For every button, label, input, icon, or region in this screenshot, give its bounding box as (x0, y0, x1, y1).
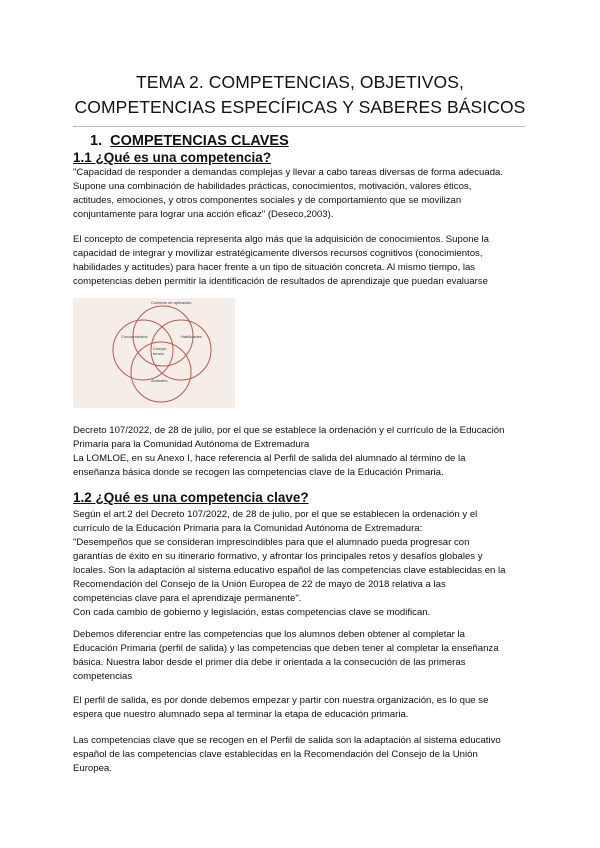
title-divider (73, 126, 525, 127)
exit-profile-paragraph (73, 694, 527, 722)
text-line: Las competencias clave que se recogen en el Perfil de salida son la adaptación al sistema educativo (73, 735, 501, 746)
text-line: competencias clave para el aprendizaje permanente". (73, 593, 302, 604)
text-line: "Desempeños que se consideran imprescindibles para que el alumnado pueda progresar con (73, 537, 470, 548)
text-line: habilidades y actitudes) para hacer frente a un tipo de situación concreta. Al mismo tiempo, las (73, 262, 476, 273)
title-line-1: TEMA 2. COMPETENCIAS, OBJETIVOS, (136, 72, 464, 92)
text-line: conjuntamente para lograr una acción eficaz" (Deseco,2003). (73, 209, 334, 220)
text-line: Recomendación del Consejo de la Unión Europea de 22 de mayo de 2018 relativa a las (73, 579, 446, 590)
subsection-1-1-heading: 1.1 ¿Qué es una competencia? (73, 150, 272, 165)
text-line: Supone una combinación de habilidades prácticas, conocimientos, motivación, valores éticos, (73, 181, 472, 192)
text-line: actitudes, emociones, y otros componentes sociales y de comportamiento que se movilizan (73, 195, 462, 206)
adaptation-paragraph (73, 734, 527, 776)
venn-center-line-1: Compe- (153, 346, 168, 351)
venn-label-left: Conocimientos (121, 334, 148, 339)
text-line: competencias (73, 671, 133, 682)
text-line: Primaria para la Comunidad Autónoma de Extremadura (73, 439, 310, 450)
subsection-1-2-heading: 1.2 ¿Qué es una competencia clave? (73, 490, 309, 505)
concept-paragraph (73, 233, 527, 289)
text-line: Decreto 107/2022, de 28 de julio, por el que se establece la ordenación y el currículo de la Educación (73, 425, 505, 436)
venn-label-right: Habilidades (181, 334, 202, 339)
text-line: locales. Son la adaptación al sistema educativo español de las competencias clave establecidas en la (73, 565, 506, 576)
key-competence-paragraph (73, 508, 527, 620)
venn-label-top: Contexto de aplicación (151, 300, 192, 305)
text-line: Europea. (73, 763, 112, 774)
section-1-heading (90, 133, 289, 149)
text-line: espera que nuestro alumnado sepa al terminar la etapa de educación primaria. (73, 709, 409, 720)
competence-venn-diagram (73, 298, 235, 408)
text-line: garantías de éxito en su itinerario formativo, y afrontar los principales retos y desafíos globales y (73, 551, 483, 562)
section-1-number: 1. (90, 133, 103, 149)
differentiate-paragraph (73, 628, 527, 684)
document-title (60, 70, 540, 120)
text-line: Según el art.2 del Decreto 107/2022, de 28 de julio, por el que se establecen la ordenación y el (73, 509, 478, 520)
text-line: El perfil de salida, es por donde debemos empezar y partir con nuestra organización, es lo que se (73, 695, 489, 706)
text-line: Con cada cambio de gobierno y legislación, estas competencias clave se modifican. (73, 607, 431, 618)
text-line: Debemos diferenciar entre las competencias que los alumnos deben obtener al completar la (73, 629, 465, 640)
section-1-title: COMPETENCIAS CLAVES (110, 133, 289, 149)
venn-center-line-2: tencia (153, 351, 164, 356)
text-line: "Capacidad de responder a demandas complejas y llevar a cabo tareas diversas de forma adecuada. (73, 167, 504, 178)
text-line: El concepto de competencia representa algo más que la adquisición de conocimientos. Supone la (73, 234, 489, 245)
text-line: enseñanza básica donde se recogen las competencias clave de la Educación Primaria. (73, 467, 444, 478)
definition-quote-paragraph (73, 166, 527, 222)
text-line: español de las competencias clave establecidas en la Recomendación del Consejo de la Unión (73, 749, 478, 760)
title-line-2: COMPETENCIAS ESPECÍFICAS Y SABERES BÁSICOS (74, 97, 526, 117)
decree-paragraph (73, 424, 527, 480)
text-line: básica. Nuestra labor desde el primer día debe ir orientada a la consecución de las primeras (73, 657, 466, 668)
text-line: La LOMLOE, en su Anexo I, hace referencia al Perfil de salida del alumnado al término de la (73, 453, 466, 464)
venn-label-bottom: Actitudes (151, 378, 168, 383)
text-line: competencias deben permitir la identificación de resultados de aprendizaje que puedan evaluarse (73, 276, 488, 287)
text-line: capacidad de integrar y movilizar estratégicamente diversos recursos cognitivos (conocimientos, (73, 248, 483, 259)
text-line: Educación Primaria (perfil de salida) y las competencias que deben tener al completar la enseñanza (73, 643, 499, 654)
text-line: currículo de la Educación Primaria para la Comunidad Autónoma de Extremadura: (73, 523, 423, 534)
